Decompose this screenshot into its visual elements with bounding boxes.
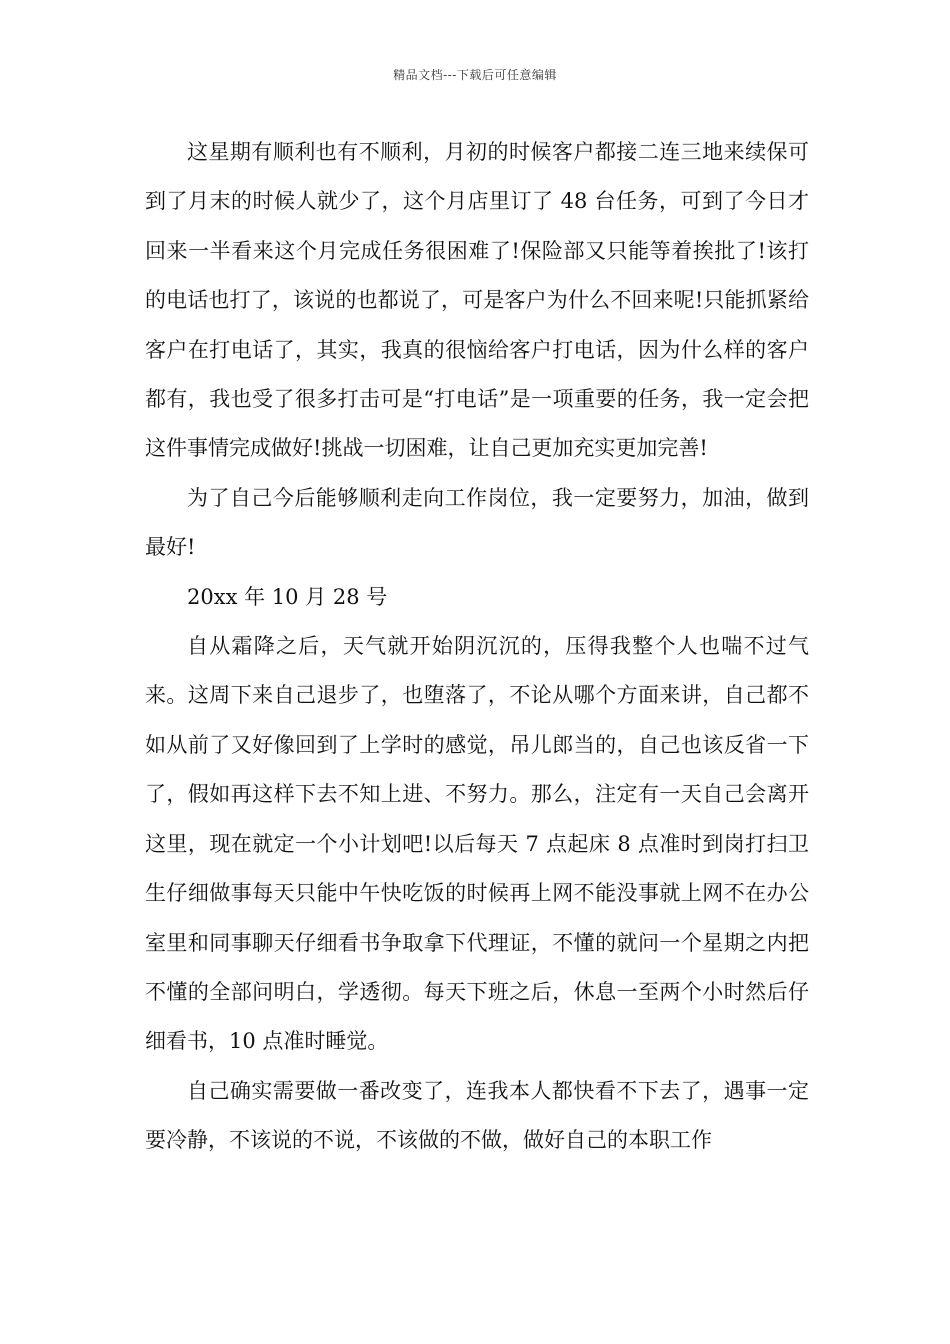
paragraph-4: 自己确实需要做一番改变了，连我本人都快看不下去了，遇事一定要冷静，不该说的不说，不该做的不做，做好自己的本职工作 [145, 1078, 809, 1153]
paragraph-3: 自从霜降之后，天气就开始阴沉沉的，压得我整个人也喘不过气来。这周下来自己退步了，也堕落了，不论从哪个方面来讲，自己都不如从前了又好像回到了上学时的感觉，吊儿郎当的，自己也该反省一下了，假如再这样下去不知上进、不努力。那么，注定有一天自己会离开这里，现在就定一个小计划吧!以后每天 7 点起床 8 点准时到岗打扫卫生仔细做事每天只能中午快吃饭的时候再上网不能没事就上网不在办公室里和同事聊天仔细看书争取拿下代理证，不懂的就问一个星期之内把不懂的全部问明白，学透彻。每天下班之后，休息一至两个小时然后仔细看书，10 点准时睡觉。 [145, 634, 809, 1054]
date-line: 20xx 年 10 月 28 号 [187, 584, 388, 609]
paragraph-2: 为了自己今后能够顺利走向工作岗位，我一定要努力，加油，做到最好! [145, 485, 809, 560]
page-header: 精品文档---下载后可任意编辑 [393, 68, 557, 82]
document-body [145, 128, 809, 1166]
paragraph-1: 这星期有顺利也有不顺利，月初的时候客户都接二连三地来续保可到了月末的时候人就少了，这个月店里订了 48 台任务，可到了今日才回来一半看来这个月完成任务很困难了!保险部又只能等着挨批了!该打的电话也打了，该说的也都说了，可是客户为什么不回来呢!只能抓紧给客户在打电话了，其实，我真的很恼给客户打电话，因为什么样的客户都有，我也受了很多打击可是“打电话”是一项重要的任务，我一定会把这件事情完成做好!挑战一切困难，让自己更加充实更加完善! [145, 140, 809, 461]
